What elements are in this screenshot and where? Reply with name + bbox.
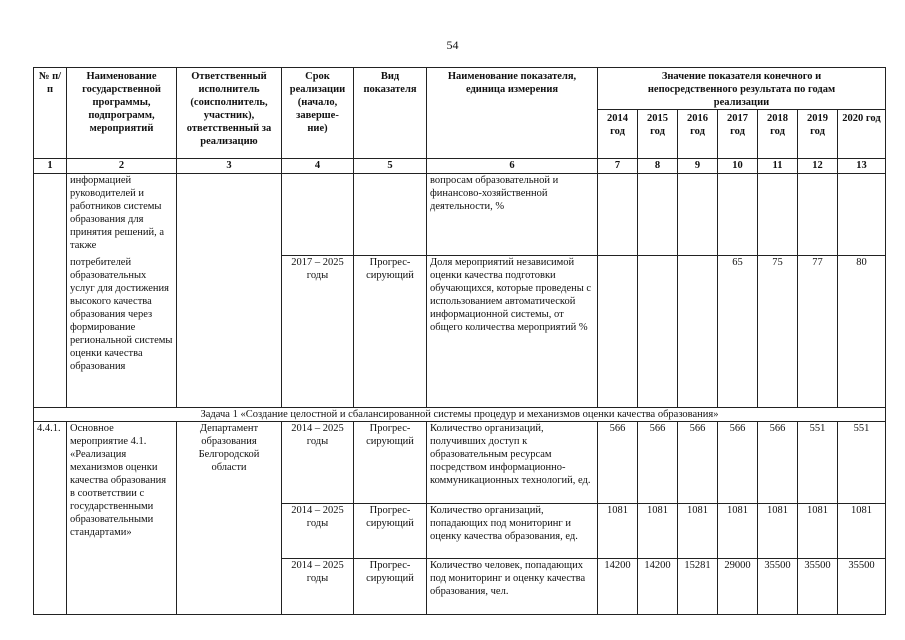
- value-cell: 566: [638, 422, 678, 504]
- column-number: 9: [678, 159, 718, 174]
- value-cell: 35500: [838, 559, 886, 615]
- value-cell: 566: [598, 422, 638, 504]
- period-cell: 2014 – 2025 годы: [282, 422, 354, 504]
- measure-name-part1: информацией руководителей и работников системы образования для принятия решений, а также: [67, 174, 177, 256]
- table-row: [34, 174, 886, 256]
- column-numbers-row: [34, 159, 886, 174]
- executor-cell: [177, 174, 282, 256]
- header-year: 2015 год: [638, 110, 678, 159]
- column-number: 11: [758, 159, 798, 174]
- column-number: 13: [838, 159, 886, 174]
- header-year: 2018 год: [758, 110, 798, 159]
- value-cell: [638, 256, 678, 408]
- column-number: 7: [598, 159, 638, 174]
- value-cell: [838, 174, 886, 256]
- column-number: 3: [177, 159, 282, 174]
- column-number: 12: [798, 159, 838, 174]
- value-cell: 566: [718, 422, 758, 504]
- indicator-table: [33, 67, 886, 615]
- header-year: 2014 год: [598, 110, 638, 159]
- column-number: 10: [718, 159, 758, 174]
- column-number: 6: [427, 159, 598, 174]
- value-cell: 77: [798, 256, 838, 408]
- value-cell: 65: [718, 256, 758, 408]
- header-year: 2019 год: [798, 110, 838, 159]
- value-cell: [798, 174, 838, 256]
- indicator-name: Количество организаций, попадающих под мониторинг и оценку качества образования, ед.: [427, 504, 598, 559]
- value-cell: [678, 174, 718, 256]
- column-number: 2: [67, 159, 177, 174]
- value-cell: 551: [838, 422, 886, 504]
- indicator-type: Прогрес- сирующий: [354, 559, 427, 615]
- value-cell: 1081: [598, 504, 638, 559]
- row-number-cell: [34, 174, 67, 256]
- task-row: [34, 408, 886, 422]
- value-cell: 1081: [838, 504, 886, 559]
- indicator-name: Доля мероприятий независимой оценки качества подготовки обучающихся, которые проведены с использованием автоматической информационной системы, от общего количества мероприятий %: [427, 256, 598, 408]
- period-cell: 2017 – 2025 годы: [282, 256, 354, 408]
- column-number: 4: [282, 159, 354, 174]
- indicator-name: Количество человек, попадающих под мониторинг и оценку качества образования, чел.: [427, 559, 598, 615]
- value-cell: [598, 256, 638, 408]
- period-cell: [282, 174, 354, 256]
- value-cell: 14200: [638, 559, 678, 615]
- value-cell: 80: [838, 256, 886, 408]
- table-row: [34, 256, 886, 408]
- value-cell: [718, 174, 758, 256]
- value-cell: 1081: [798, 504, 838, 559]
- value-cell: 35500: [798, 559, 838, 615]
- value-cell: 551: [798, 422, 838, 504]
- value-cell: 1081: [718, 504, 758, 559]
- value-cell: 14200: [598, 559, 638, 615]
- indicator-type: Прогрес- сирующий: [354, 422, 427, 504]
- header-year: 2017 год: [718, 110, 758, 159]
- value-cell: 566: [758, 422, 798, 504]
- row-number-cell: [34, 256, 67, 408]
- measure-name: [67, 422, 177, 615]
- indicator-name: вопросам образовательной и финансово-хозяйственной деятельности, %: [427, 174, 598, 256]
- type-cell: [354, 174, 427, 256]
- header-indicator-name: Наименование показателя, единица измерения: [427, 68, 598, 159]
- value-cell: 1081: [678, 504, 718, 559]
- value-cell: 29000: [718, 559, 758, 615]
- period-cell: 2014 – 2025 годы: [282, 559, 354, 615]
- executor-cell: Департамент образования Белгородской области: [177, 422, 282, 615]
- header-program-name: Наименование государственной программы, подпрограмм, мероприятий: [67, 68, 177, 159]
- task-title: Задача 1 «Создание целостной и сбалансированной системы процедур и механизмов оценки качества образования»: [34, 408, 886, 422]
- indicator-type: Прогрес- сирующий: [354, 504, 427, 559]
- value-cell: [598, 174, 638, 256]
- header-year: 2016 год: [678, 110, 718, 159]
- value-cell: 1081: [638, 504, 678, 559]
- header-period: Срок реализации (начало, заверше- ние): [282, 68, 354, 159]
- header-number: № п/п: [34, 68, 67, 159]
- value-cell: 75: [758, 256, 798, 408]
- column-number: 5: [354, 159, 427, 174]
- column-number: 8: [638, 159, 678, 174]
- indicator-name: Количество организаций, получивших доступ к образовательным ресурсам посредством информационно-коммуникационных технологий, ед.: [427, 422, 598, 504]
- header-year: 2020 год: [838, 110, 886, 159]
- indicator-type: Прогрес- сирующий: [354, 256, 427, 408]
- value-cell: 35500: [758, 559, 798, 615]
- column-number: 1: [34, 159, 67, 174]
- value-cell: [678, 256, 718, 408]
- executor-cell: [177, 256, 282, 408]
- value-cell: [758, 174, 798, 256]
- period-cell: 2014 – 2025 годы: [282, 504, 354, 559]
- row-number: 4.4.1.: [34, 422, 67, 615]
- table-row: [34, 422, 886, 504]
- page-number: 54: [446, 38, 459, 52]
- header-values-title: Значение показателя конечного и непосредственного результата по годам реализации: [598, 68, 886, 110]
- value-cell: 1081: [758, 504, 798, 559]
- value-cell: 566: [678, 422, 718, 504]
- value-cell: [638, 174, 678, 256]
- measure-name-line: Основное мероприятие 4.1. «Реализация механизмов оценки качества образования: [70, 423, 167, 486]
- measure-name-part2: потребителей образовательных услуг для достижения высокого качества образования через формирование региональной системы оценки качества образования: [67, 256, 177, 408]
- header-executor: Ответственный исполнитель (соисполнитель, участник), ответственный за реализацию: [177, 68, 282, 159]
- header-indicator-type: Вид показателя: [354, 68, 427, 159]
- measure-name-cont: в соответствии с государственными образовательными стандартами»: [70, 488, 154, 538]
- value-cell: 15281: [678, 559, 718, 615]
